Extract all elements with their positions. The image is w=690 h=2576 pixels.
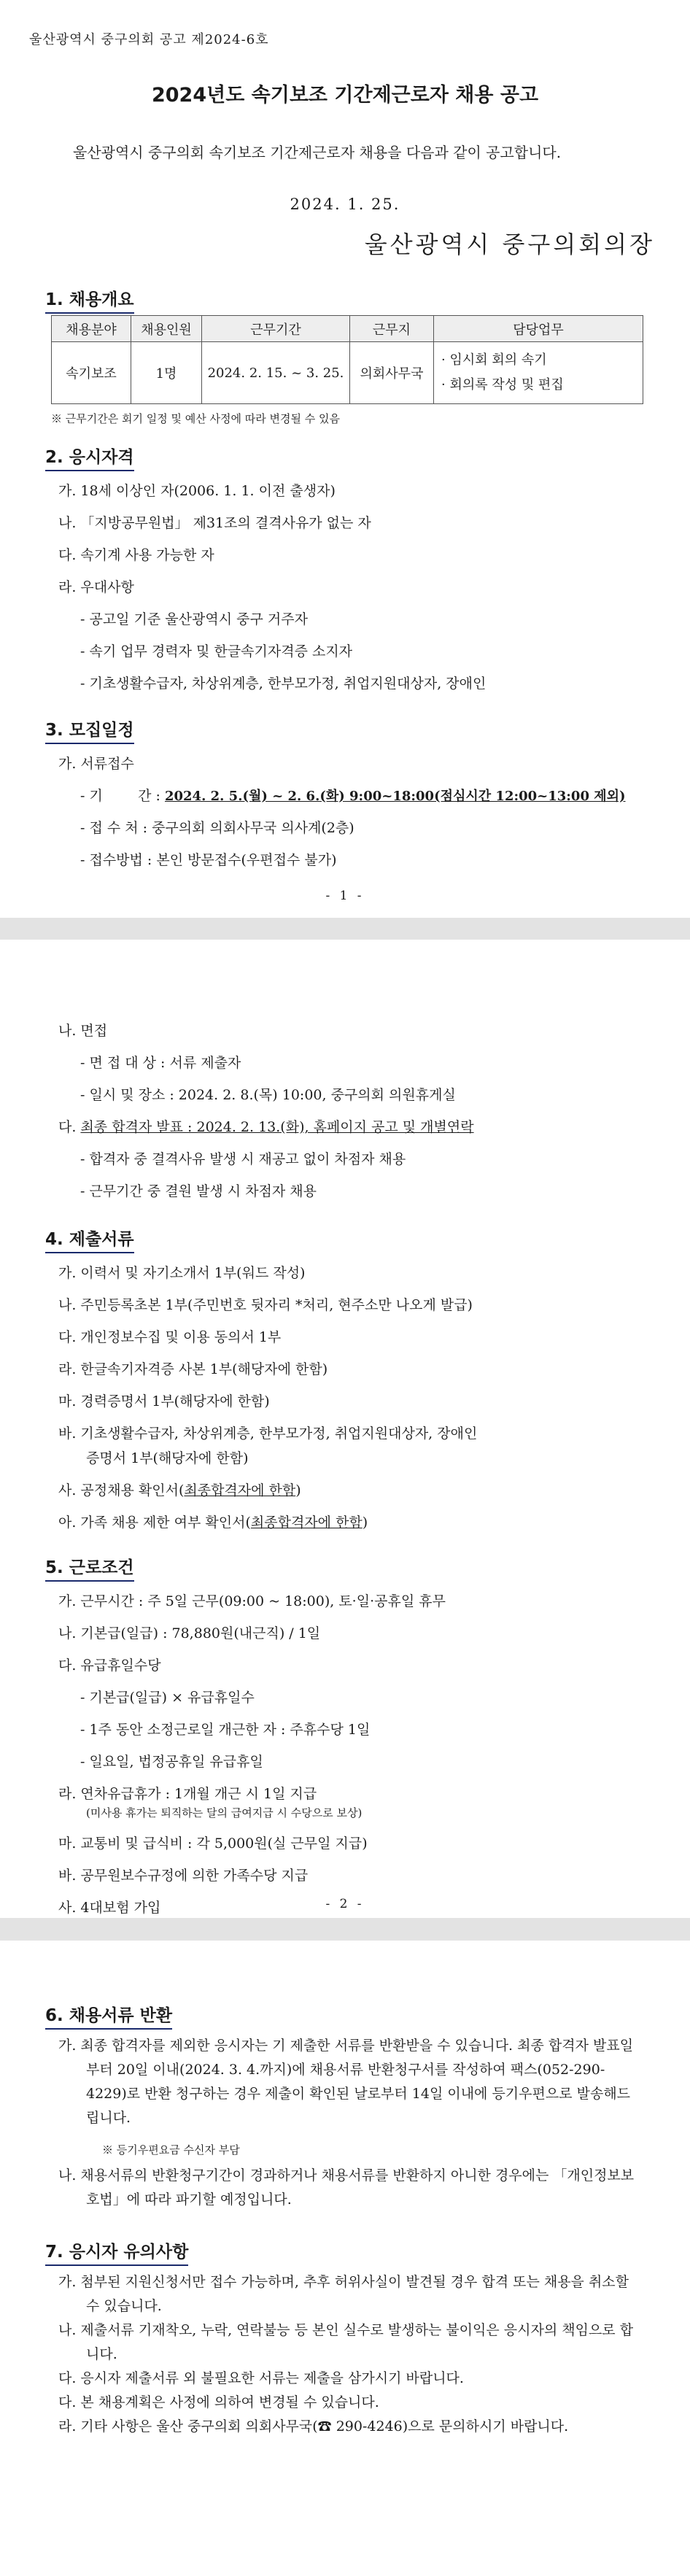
intro-text: 울산광역시 중구의회 속기보조 기간제근로자 채용을 다음과 같이 공고합니다. — [73, 144, 562, 161]
section-title-conditions: 5. 근로조건 — [45, 1554, 134, 1582]
preference-item: - 속기 업무 경력자 및 한글속기자격증 소지자 — [80, 643, 353, 660]
period-label: - 기 간 : — [80, 788, 160, 804]
table-header: 채용분야 — [52, 316, 131, 342]
qualification-item: 나. 「지방공무원법」 제31조의 결격사유가 없는 자 — [58, 515, 371, 531]
table-cell: 1명 — [131, 342, 202, 404]
note-item: 라. 기타 사항은 울산 중구의회 의회사무국(☎ 290-4246)으로 문의하시기 바랍니다. — [58, 2418, 569, 2434]
schedule-item: 나. 면접 — [58, 1023, 108, 1039]
overview-table — [51, 315, 643, 404]
duty-item: · 임시회 회의 속기 — [441, 352, 547, 368]
issuer: 울산광역시 중구의회의장 — [364, 231, 655, 258]
section-title-overview: 1. 채용개요 — [45, 286, 134, 314]
document-item: 바. 기초생활수급자, 차상위계층, 한부모가정, 취업지원대상자, 장애인 — [58, 1426, 478, 1442]
document-item — [58, 1480, 301, 1499]
qualification-item: 다. 속기계 사용 가능한 자 — [58, 547, 214, 563]
table-cell: 2024. 2. 15. ~ 3. 25. — [202, 342, 350, 404]
section-title-return: 6. 채용서류 반환 — [45, 2002, 172, 2030]
duty-item: · 회의록 작성 및 편집 — [441, 377, 564, 392]
note-item: 다. 응시자 제출서류 외 불필요한 서류는 제출을 삼가시기 바랍니다. — [58, 2370, 464, 2386]
section-title-documents: 4. 제출서류 — [45, 1226, 134, 1253]
table-header: 근무기간 — [202, 316, 350, 342]
return-item-b: 나. 채용서류의 반환청구기간이 경과하거나 채용서류를 반환하지 아니한 경우에는 「개인정보보호법」에 따라 파기할 예정입니다. — [58, 2167, 635, 2208]
overview-note: ※ 근무기간은 회기 일정 및 예산 사정에 따라 변경될 수 있음 — [51, 412, 340, 425]
condition-item: 가. 근무시간 : 주 5일 근무(09:00 ~ 18:00), 토·일·공휴일 휴무 — [58, 1593, 446, 1609]
condition-item: 바. 공무원보수규정에 의한 가족수당 지급 — [58, 1868, 309, 1884]
underlined-text: 최종합격자에 한함 — [250, 1515, 363, 1531]
notice-date: 2024. 1. 25. — [290, 196, 400, 213]
section-title-schedule: 3. 모집일정 — [45, 716, 134, 744]
page-number: - 1 - — [325, 889, 365, 903]
condition-subitem: - 1주 동안 소정근로일 개근한 자 : 주휴수당 1일 — [80, 1722, 371, 1738]
text: ) — [295, 1482, 301, 1498]
condition-item: 라. 연차유급휴가 : 1개월 개근 시 1일 지급 — [58, 1786, 317, 1802]
document-item: 마. 경력증명서 1부(해당자에 한함) — [58, 1393, 270, 1409]
item-prefix: 다. — [58, 1119, 77, 1135]
page-3 — [0, 1941, 690, 2576]
return-item — [58, 2164, 642, 2212]
notes-list — [58, 2270, 642, 2439]
document-item — [58, 1512, 368, 1531]
interview-target: - 면 접 대 상 : 서류 제출자 — [80, 1055, 241, 1071]
section-title-notes: 7. 응시자 유의사항 — [45, 2238, 188, 2266]
page-title: 2024년도 속기보조 기간제근로자 채용 공고 — [151, 84, 539, 107]
period-value: 2024. 2. 5.(월) ~ 2. 6.(화) 9:00~18:00(점심시간 12:00~13:00 제외) — [164, 789, 626, 804]
text: 사. 공정채용 확인서( — [58, 1482, 185, 1498]
announcement-note: - 근무기간 중 결원 발생 시 차점자 채용 — [80, 1183, 317, 1199]
text: ) — [362, 1515, 368, 1531]
final-announcement — [58, 1116, 474, 1136]
page-number: - 2 - — [325, 1897, 365, 1911]
announcement-note: - 합격자 중 결격사유 발생 시 재공고 없이 차점자 채용 — [80, 1151, 406, 1167]
table-header: 근무지 — [350, 316, 434, 342]
condition-item: 사. 4대보험 가입 — [58, 1900, 161, 1916]
condition-item: 마. 교통비 및 급식비 : 각 5,000원(실 근무일 지급) — [58, 1836, 368, 1852]
document-item: 가. 이력서 및 자기소개서 1부(워드 작성) — [58, 1265, 306, 1281]
condition-note: (미사용 휴가는 퇴직하는 달의 급여지급 시 수당으로 보상) — [86, 1806, 363, 1819]
notice-number: 울산광역시 중구의회 공고 제2024-6호 — [29, 32, 269, 47]
preference-item: - 공고일 기준 울산광역시 중구 거주자 — [80, 611, 308, 627]
document-item: 다. 개인정보수집 및 이용 동의서 1부 — [58, 1329, 282, 1345]
table-cell: 의회사무국 — [350, 342, 434, 404]
document-item: 라. 한글속기자격증 사본 1부(해당자에 한함) — [58, 1361, 328, 1377]
condition-subitem: - 일요일, 법정공휴일 유급휴일 — [80, 1754, 263, 1770]
table-header: 담당업무 — [434, 316, 643, 342]
condition-subitem: - 기본급(일급) × 유급휴일수 — [80, 1690, 255, 1706]
schedule-place: - 접 수 처 : 중구의회 의회사무국 의사계(2층) — [80, 820, 354, 836]
note-item: 다. 본 채용계획은 사정에 의하여 변경될 수 있습니다. — [58, 2394, 379, 2410]
condition-item: 다. 유급휴일수당 — [58, 1658, 161, 1674]
table-cell-duties — [434, 342, 643, 404]
return-note: ※ 등기우편요금 수신자 부담 — [102, 2143, 240, 2157]
document-item-continued: 증명서 1부(해당자에 한함) — [86, 1450, 249, 1466]
preference-item: - 기초생활수급자, 차상위계층, 한부모가정, 취업지원대상자, 장애인 — [80, 676, 487, 692]
schedule-method: - 접수방법 : 본인 방문접수(우편접수 불가) — [80, 852, 337, 868]
note-item: 나. 제출서류 기재착오, 누락, 연락불능 등 본인 실수로 발생하는 불이익은 응시자의 책임으로 합니다. — [58, 2322, 634, 2362]
interview-datetime: - 일시 및 장소 : 2024. 2. 8.(목) 10:00, 중구의회 의원휴게실 — [80, 1087, 456, 1103]
qualification-item: 라. 우대사항 — [58, 579, 134, 595]
table-header: 채용인원 — [131, 316, 202, 342]
text: 아. 가족 채용 제한 여부 확인서( — [58, 1515, 251, 1531]
return-item — [58, 2034, 642, 2130]
table-cell: 속기보조 — [52, 342, 131, 404]
final-announcement-text: 최종 합격자 발표 : 2024. 2. 13.(화), 홈페이지 공고 및 개별연락 — [80, 1119, 474, 1135]
page-2 — [0, 940, 690, 1918]
document-item: 나. 주민등록초본 1부(주민번호 뒷자리 *처리, 현주소만 나오게 발급) — [58, 1297, 473, 1313]
schedule-period — [80, 785, 626, 805]
return-item-a: 가. 최종 합격자를 제외한 응시자는 기 제출한 서류를 반환받을 수 있습니다. 최종 합격자 발표일부터 20일 이내(2024. 3. 4.까지)에 채용서류 반환청구서를 작성하여 팩스(052-290-4229)로 반환 청구하는 경우 제출이 확인된 날로부터 14일 이내에 등기우편으로 발송해드립니다. — [58, 2038, 634, 2126]
schedule-item: 가. 서류접수 — [58, 756, 134, 772]
condition-item: 나. 기본급(일급) : 78,880원(내근직) / 1일 — [58, 1625, 321, 1641]
note-item: 가. 첨부된 지원신청서만 접수 가능하며, 추후 허위사실이 발견될 경우 합격 또는 채용을 취소할 수 있습니다. — [58, 2274, 629, 2314]
underlined-text: 최종합격자에 한함 — [184, 1482, 296, 1498]
section-title-qualification: 2. 응시자격 — [45, 444, 134, 471]
page-1 — [0, 0, 690, 918]
qualification-item: 가. 18세 이상인 자(2006. 1. 1. 이전 출생자) — [58, 483, 336, 499]
